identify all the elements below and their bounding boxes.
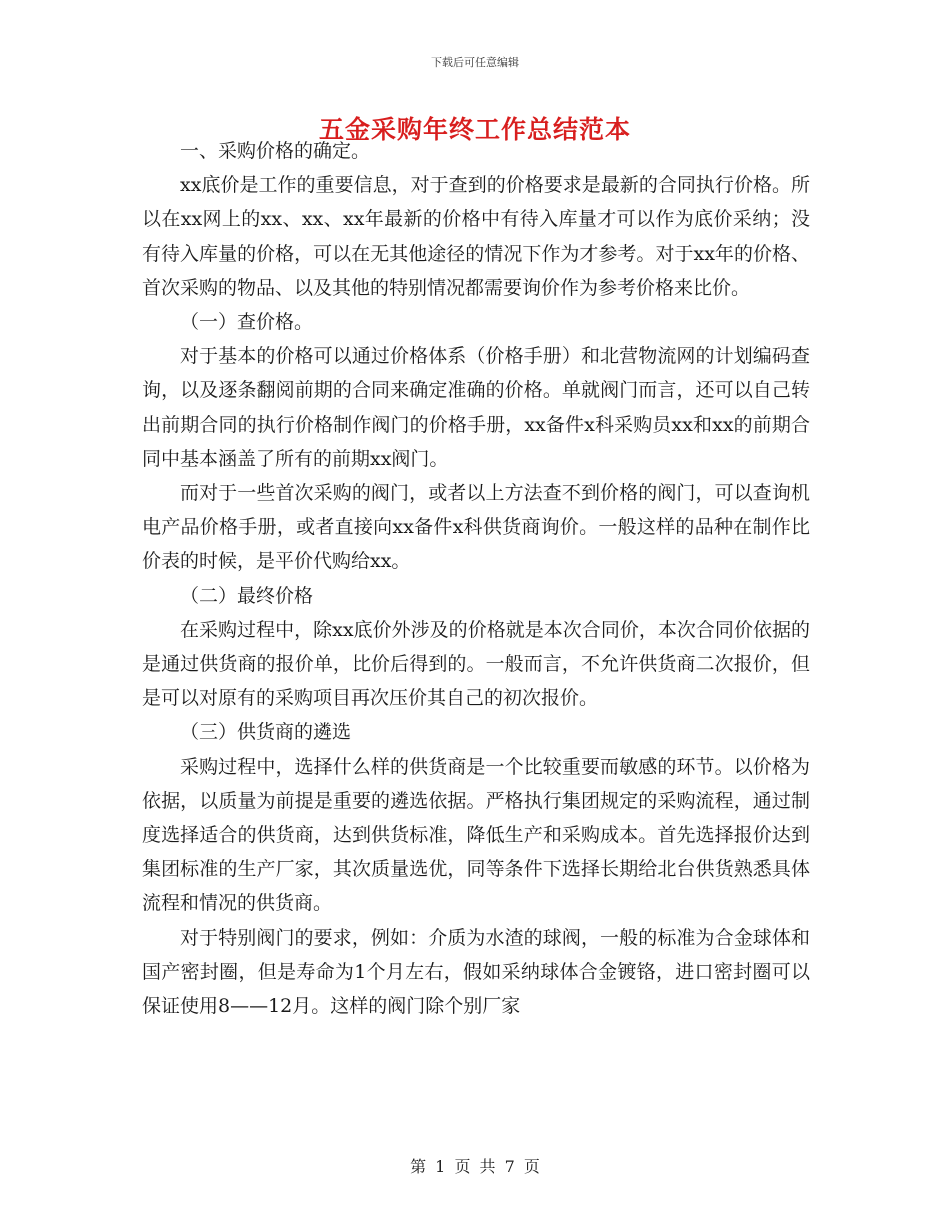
body-paragraph: 采购过程中，选择什么样的供货商是一个比较重要而敏感的环节。以价格为依据，以质量为前提是重要的遴选依据。严格执行集团规定的采购流程，通过制度选择适合的供货商，达到供货标准，降低生产和采购成本。首先选择报价达到集团标准的生产厂家，其次质量选优，同等条件下选择长期给北台供货熟悉具体流程和情况的供货商。 <box>142 755 810 915</box>
body-paragraph: 而对于一些首次采购的阀门，或者以上方法查不到价格的阀门，可以查询机电产品价格手册，或者直接向xx备件x科供货商询价。一般这样的品种在制作比价表的时候，是平价代购给xx。 <box>142 482 810 573</box>
body-paragraph: 对于特别阀门的要求，例如：介质为水渣的球阀，一般的标准为合金球体和国产密封圈，但是寿命为1个月左右，假如采纳球体合金镀铬，进口密封圈可以保证使用8——12月。这样的阀门除个别厂家 <box>142 926 810 1018</box>
section-heading: 一、采购价格的确定。 <box>180 140 371 162</box>
header-note: 下载后可任意编辑 <box>431 56 519 69</box>
body-paragraph: 对于基本的价格可以通过价格体系（价格手册）和北营物流网的计划编码查询，以及逐条翻阅前期的合同来确定准确的价格。单就阀门而言，还可以自己转出前期合同的执行价格制作阀门的价格手册，xx备件x科采购员xx和xx的前期合同中基本涵盖了所有的前期xx阀门。 <box>142 345 810 470</box>
subsection-heading: （一）查价格。 <box>180 311 314 334</box>
subsection-heading: （三）供货商的遴选 <box>180 721 352 744</box>
body-paragraph: 在采购过程中，除xx底价外涉及的价格就是本次合同价，本次合同价依据的是通过供货商的报价单，比价后得到的。一般而言，不允许供货商二次报价，但是可以对原有的采购项目再次压价其自己的初次报价。 <box>142 618 810 710</box>
document-title: 五金采购年终工作总结范本 <box>318 115 631 144</box>
body-paragraph: xx底价是工作的重要信息，对于查到的价格要求是最新的合同执行价格。所以在xx网上的xx、xx、xx年最新的价格中有待入库量才可以作为底价采纳；没有待入库量的价格，可以在无其他途径的情况下作为才参考。对于xx年的价格、首次采购的物品、以及其他的特别情况都需要询价作为参考价格来比价。 <box>142 174 810 299</box>
page-number: 第 1 页 共 7 页 <box>410 1157 540 1176</box>
document-body <box>142 134 810 1023</box>
subsection-heading: （二）最终价格 <box>180 584 314 607</box>
